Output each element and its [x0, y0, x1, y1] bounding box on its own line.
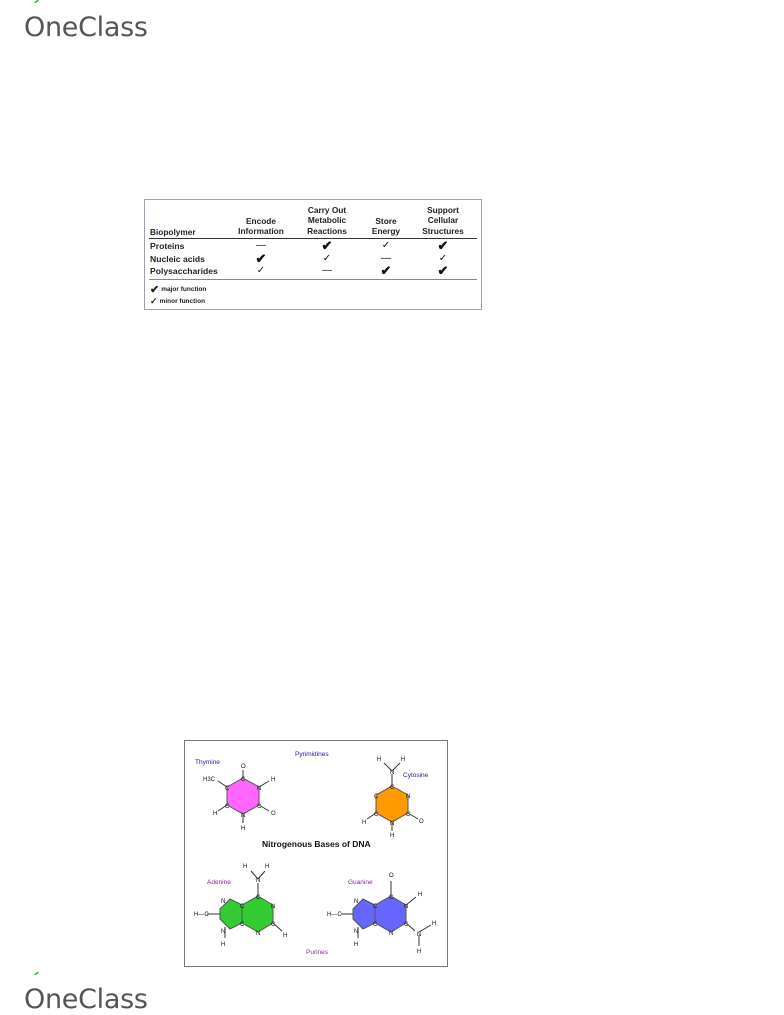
- legend-rule: [149, 279, 477, 280]
- svg-text:C: C: [256, 895, 261, 901]
- svg-text:H: H: [354, 942, 359, 948]
- svg-text:H: H: [377, 757, 382, 763]
- svg-text:O: O: [241, 764, 246, 770]
- cell-nucleic-support: ✓: [438, 253, 448, 264]
- label-cytosine: Cytosine: [403, 772, 429, 779]
- svg-text:N: N: [221, 929, 226, 935]
- thymine-ring: [227, 778, 262, 814]
- svg-text:C: C: [406, 812, 411, 818]
- svg-text:C: C: [241, 777, 246, 783]
- svg-text:C: C: [257, 804, 262, 810]
- svg-text:H: H: [417, 949, 422, 955]
- cell-poly-encode: ✓: [256, 265, 266, 276]
- svg-text:C: C: [374, 812, 379, 818]
- adenine-ring-six: [242, 896, 276, 932]
- header-energy: Store Energy: [371, 216, 401, 237]
- svg-text:N: N: [390, 770, 395, 776]
- svg-text:H: H: [432, 921, 437, 927]
- legend-major: ✔ major function: [150, 284, 207, 296]
- svg-text:N: N: [271, 904, 276, 910]
- svg-text:N: N: [417, 932, 422, 938]
- svg-text:H: H: [362, 820, 367, 826]
- oneclass-logo-top: [24, 7, 148, 41]
- svg-text:C: C: [225, 804, 230, 810]
- svg-text:O: O: [271, 811, 276, 817]
- svg-text:H: H: [418, 892, 423, 898]
- row-label-proteins: Proteins: [150, 241, 185, 251]
- svg-text:H: H: [401, 757, 406, 763]
- biopolymer-function-table: [144, 199, 482, 310]
- svg-text:N: N: [354, 929, 359, 935]
- apple-icon: [23, 0, 45, 22]
- svg-text:N: N: [406, 794, 411, 800]
- svg-text:N: N: [257, 786, 262, 792]
- dna-bases-figure: [184, 740, 448, 967]
- svg-text:C: C: [374, 794, 379, 800]
- svg-text:H: H: [243, 864, 248, 870]
- label-adenine: Adenine: [207, 879, 231, 886]
- cell-nucleic-metabolic: ✓: [322, 253, 332, 264]
- svg-text:H: H: [265, 864, 270, 870]
- label-guanine: Guanine: [348, 879, 373, 886]
- header-encode: Encode Information: [238, 216, 284, 237]
- svg-text:C: C: [373, 922, 378, 928]
- svg-text:H: H: [241, 826, 246, 832]
- apple-icon: [23, 972, 45, 994]
- dna-bases-diagram: [185, 741, 449, 968]
- row-label-nucleic-acids: Nucleic acids: [150, 254, 205, 264]
- svg-text:N: N: [221, 899, 226, 905]
- svg-text:H: H: [213, 811, 218, 817]
- svg-text:H: H: [390, 833, 395, 839]
- cell-nucleic-energy: —: [381, 253, 391, 264]
- svg-text:H: H: [271, 777, 276, 783]
- svg-text:H: H: [221, 942, 226, 948]
- svg-text:C: C: [404, 922, 409, 928]
- svg-text:O: O: [419, 819, 424, 825]
- header-biopolymer: Biopolymer: [150, 227, 196, 237]
- svg-text:N: N: [389, 931, 394, 937]
- svg-text:H—C: H—C: [194, 912, 209, 918]
- svg-text:N: N: [256, 878, 261, 884]
- guanine-ring-six: [375, 896, 409, 932]
- header-metabolic: Carry Out Metabolic Reactions: [307, 205, 347, 236]
- svg-text:C: C: [389, 895, 394, 901]
- label-purines: Purines: [306, 949, 329, 956]
- svg-text:N: N: [390, 821, 395, 827]
- logo-text: OneClass: [24, 12, 148, 43]
- figure-title: Nitrogenous Bases of DNA: [262, 839, 371, 849]
- svg-text:H: H: [283, 933, 288, 939]
- cell-poly-metabolic: —: [322, 265, 332, 276]
- svg-text:C: C: [271, 922, 276, 928]
- minor-check-icon: ✓: [150, 296, 158, 306]
- svg-text:C: C: [240, 922, 245, 928]
- cell-proteins-metabolic: ✔: [321, 238, 333, 253]
- header-support: Support Cellular Structures: [422, 205, 464, 236]
- cell-poly-energy: ✔: [380, 263, 392, 278]
- svg-text:C: C: [390, 785, 395, 791]
- cell-proteins-support: ✔: [437, 238, 449, 253]
- major-check-icon: ✔: [150, 284, 160, 296]
- svg-text:N: N: [404, 904, 409, 910]
- legend-minor: ✓ minor function: [150, 296, 206, 306]
- svg-text:H—C: H—C: [327, 912, 342, 918]
- label-thymine: Thymine: [195, 759, 220, 766]
- oneclass-logo-bottom: [24, 979, 148, 1013]
- cell-proteins-energy: ✓: [381, 240, 391, 251]
- cytosine-ring: [376, 786, 411, 822]
- cell-nucleic-encode: ✔: [255, 251, 267, 266]
- svg-text:N: N: [354, 899, 359, 905]
- row-label-polysaccharides: Polysaccharides: [150, 266, 218, 276]
- svg-text:C: C: [373, 904, 378, 910]
- cell-proteins-encode: —: [256, 240, 266, 251]
- cell-poly-support: ✔: [437, 263, 449, 278]
- svg-text:N: N: [241, 813, 246, 819]
- svg-text:H3C: H3C: [203, 777, 216, 783]
- svg-text:O: O: [389, 873, 394, 879]
- svg-text:C: C: [225, 786, 230, 792]
- svg-text:C: C: [240, 904, 245, 910]
- svg-text:N: N: [256, 931, 261, 937]
- label-pyrimidines: Pyrimidines: [295, 751, 329, 758]
- logo-text: OneClass: [24, 984, 148, 1015]
